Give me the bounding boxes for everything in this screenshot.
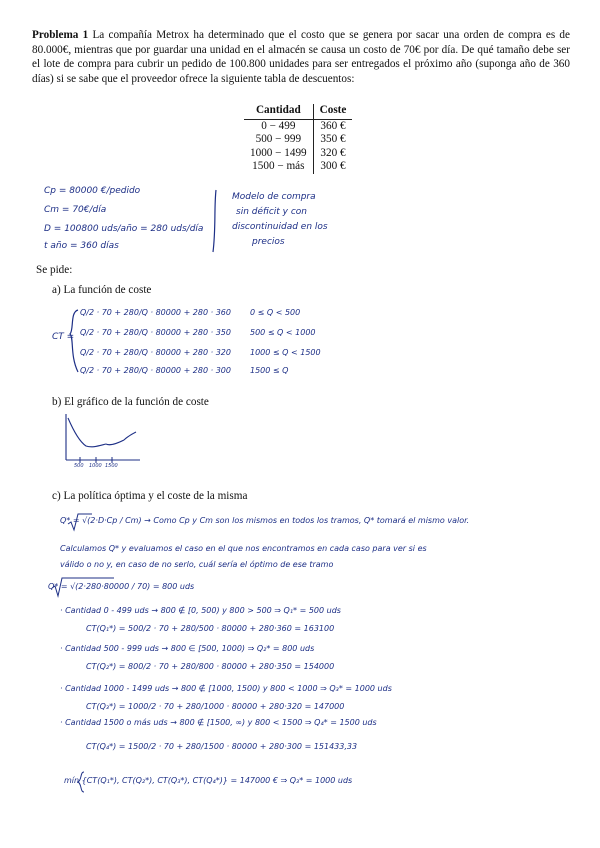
cost-row-range: 1000 ≤ Q < 1500 (250, 348, 321, 357)
problem-text: La compañía Metrox ha determinado que el costo que se genera por sacar una orden de compra es de 80.000€, mientras que por guardar una unidad en el almacén se causa un costo de 70€ por día. De qué tamaño debe ser el lote de compra para cubrir un pedido de 100.800 unidades para ser entregados el próximo año (suponga año de 360 días) si se sabe que el proveedor ofrece la siguiente tabla de descuentos: (32, 29, 570, 85)
cost-cell: 360 € (320, 119, 346, 132)
graph-tick-label: 1500 (105, 463, 118, 469)
policy-cost: CT(Q₁*) = 500/2 · 70 + 280/500 · 80000 + 280·360 = 163100 (86, 624, 335, 633)
header-quantity: Cantidad (244, 104, 313, 119)
quantity-cell: 0 − 499 (244, 119, 313, 133)
model-line-1: Modelo de compra (232, 192, 316, 202)
problem-label: Problema 1 (32, 29, 89, 41)
policy-eoq: Q* = √(2·280·80000 / 70) = 800 uds (48, 582, 195, 591)
header-cost: Coste (313, 104, 352, 119)
cost-graph (66, 414, 140, 463)
policy-tier: · Cantidad 1000 - 1499 uds → 800 ∉ [1000, 1500) y 800 < 1000 ⇒ Q₃* = 1000 uds (60, 684, 392, 693)
policy-result: mín {CT(Q₁*), CT(Q₂*), CT(Q₃*), CT(Q₄*)} = 147000 € ⇒ Q₃* = 1000 uds (64, 776, 353, 785)
ask-c: c) La política óptima y el coste de la misma (52, 490, 248, 502)
policy-line: Q* = √(2·D·Cp / Cm) → Como Cp y Cm son los mismos en todos los tramos, Q* tomará el mismo valor. (60, 516, 470, 525)
cost-prefix: CT = (52, 332, 75, 342)
cost-row-range: 1500 ≤ Q (250, 366, 289, 375)
ask-b: b) El gráfico de la función de coste (52, 396, 209, 408)
graph-tick-label: 1000 (89, 463, 102, 469)
cost-row-range: 0 ≤ Q < 500 (250, 308, 301, 317)
cost-cell: 300 € (320, 160, 346, 173)
policy-tier: · Cantidad 0 - 499 uds → 800 ∉ [0, 500) y 800 > 500 ⇒ Q₁* = 500 uds (60, 606, 341, 615)
policy-line: válido o no y, en caso de no serlo, cuál sería el óptimo de ese tramo (60, 560, 334, 569)
policy-cost: CT(Q₃*) = 1000/2 · 70 + 280/1000 · 80000 + 280·320 = 147000 (86, 702, 345, 711)
cost-row-expr: Q/2 · 70 + 280/Q · 80000 + 280 · 300 (80, 366, 231, 375)
asks-intro: Se pide: (36, 264, 73, 276)
policy-tier: · Cantidad 1500 o más uds → 800 ∉ [1500, ∞) y 800 < 1500 ⇒ Q₄* = 1500 uds (60, 718, 377, 727)
ask-a: a) La función de coste (52, 284, 152, 296)
note-cm: Cm = 70€/día (44, 205, 107, 215)
note-year: t año = 360 días (44, 241, 119, 251)
quantity-cell: 1000 − 1499 (244, 147, 313, 161)
graph-curve (68, 418, 136, 447)
cost-row-expr: Q/2 · 70 + 280/Q · 80000 + 280 · 350 (80, 328, 231, 337)
model-line-3: discontinuidad en los (232, 222, 328, 232)
quantity-cell: 500 − 999 (244, 133, 313, 147)
policy-tier: · Cantidad 500 - 999 uds → 800 ∈ [500, 1000) ⇒ Q₂* = 800 uds (60, 644, 315, 653)
model-line-4: precios (252, 237, 285, 247)
graph-tick-label: 500 (74, 463, 84, 469)
note-demand: D = 100800 uds/año = 280 uds/día (44, 224, 204, 234)
cost-row-expr: Q/2 · 70 + 280/Q · 80000 + 280 · 360 (80, 308, 231, 317)
note-divider (213, 190, 216, 252)
model-line-2: sin déficit y con (236, 207, 308, 217)
quantity-cell: 1500 − más (244, 160, 313, 174)
cost-row-expr: Q/2 · 70 + 280/Q · 80000 + 280 · 320 (80, 348, 231, 357)
policy-cost: CT(Q₄*) = 1500/2 · 70 + 280/1500 · 80000 + 280·300 = 151433,33 (86, 742, 358, 751)
policy-cost: CT(Q₂*) = 800/2 · 70 + 280/800 · 80000 + 280·350 = 154000 (86, 662, 335, 671)
note-cp: Cp = 80000 €/pedido (44, 186, 141, 196)
cost-cell: 320 € (320, 146, 346, 159)
cost-row-range: 500 ≤ Q < 1000 (250, 328, 316, 337)
policy-line: Calculamos Q* y evaluamos el caso en el que nos encontramos en cada caso para ver si es (60, 544, 427, 553)
cost-cell: 350 € (320, 133, 346, 146)
